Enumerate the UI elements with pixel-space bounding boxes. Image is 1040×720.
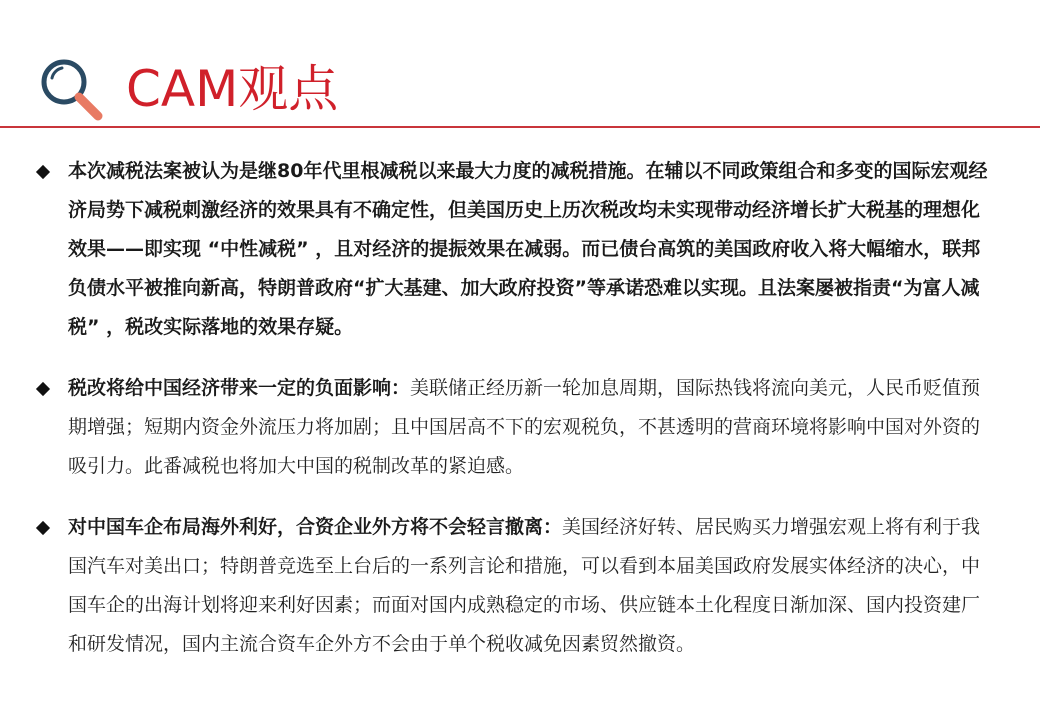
list-item (32, 152, 992, 347)
page-title: CAM观点 (126, 60, 339, 118)
magnifier-icon (38, 56, 108, 126)
diamond-bullet-icon (32, 508, 54, 547)
item-bold-text: 税改将给中国经济带来一定的负面影响： (68, 377, 411, 399)
list-item (32, 369, 992, 486)
item-text: 美国经济好转、居民购买力增强宏观上将有利于我国汽车对美出口；特朗普竞选至上台后的一系列言论和措施，可以看到本届美国政府发展实体经济的决心，中国车企的出海计划将迎来利好因素；而面对国内成熟稳定的市场、供应链本土化程度日渐加深、国内投资建厂和研发情况，国内主流合资车企外方不会由于单个税收减免因素贸然撤资。 (68, 516, 981, 655)
slide-header (0, 0, 1040, 128)
diamond-bullet-icon (32, 369, 54, 408)
content-list (32, 152, 992, 686)
item-bold-text: 对中国车企布局海外利好，合资企业外方将不会轻言撤离： (68, 516, 563, 538)
diamond-bullet-icon (32, 152, 54, 191)
item-text: 美联储正经历新一轮加息周期，国际热钱将流向美元，人民币贬值预期增强；短期内资金外流压力将加剧；且中国居高不下的宏观税负，不甚透明的营商环境将影响中国对外资的吸引力。此番减税也将加大中国的税制改革的紧迫感。 (68, 377, 981, 477)
item-bold-text: 本次减税法案被认为是继80年代里根减税以来最大力度的减税措施。在辅以不同政策组合和多变的国际宏观经济局势下减税刺激经济的效果具有不确定性，但美国历史上历次税改均未实现带动经济增长扩大税基的理想化效果——即实现 “中性减税” ，且对经济的提振效果在减弱。而已债台高筑的美国政府收入将大幅缩水，联邦负债水平被推向新高，特朗普政府“扩大基建、加大政府投资”等承诺恐难以实现。且法案屡被指责“为富人减税” ，税改实际落地的效果存疑。 (68, 160, 988, 338)
list-item (32, 508, 992, 664)
title-divider (0, 126, 1040, 128)
